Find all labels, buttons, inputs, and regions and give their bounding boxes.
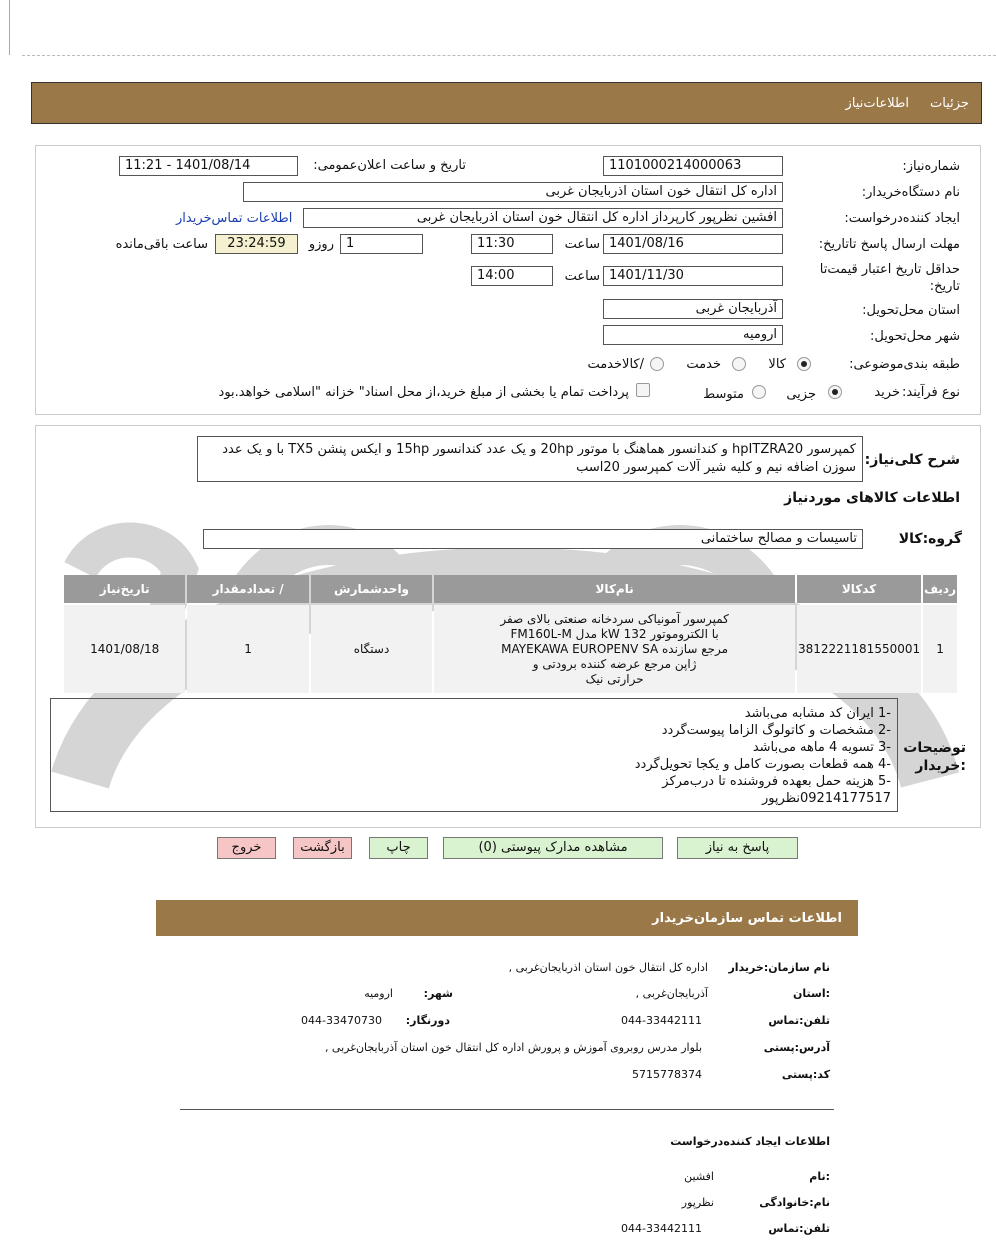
left-rule: [9, 0, 10, 55]
col-qty: / تعدادمقدار: [187, 575, 308, 603]
creator-last-name-value: نظرپور: [681, 1196, 714, 1209]
remaining-label: ساعت باقی‌مانده: [115, 237, 208, 252]
category-goods-radio[interactable]: [797, 357, 811, 371]
contact-postal-value: 5715778374: [632, 1068, 702, 1081]
contact-bar-title: اطلاعات تماس سازمان‌خریدار: [652, 911, 842, 926]
name-line: ژاپن مرجع عرضه کننده برودتی و: [532, 656, 697, 671]
group-field: تاسیسات و مصالح ساختمانی: [203, 529, 863, 549]
breadcrumb-details[interactable]: جزئیات: [930, 96, 969, 111]
page-header-bar: [31, 82, 982, 124]
contact-phone-value: 044-33442111: [621, 1014, 702, 1027]
note-line: -1 ایران کد مشابه می‌باشد: [744, 706, 891, 721]
treasury-note: پرداخت تمام یا بخشی از مبلغ خرید،از محل اسناد" خزانه "اسلامی خواهد.بود: [218, 385, 629, 400]
requester-field: افشین نظرپور کارپرداز اداره کل انتقال خون استان اذربایجان غربی: [303, 208, 783, 228]
cell-date: 1401/08/18: [64, 605, 185, 693]
contact-fax-value: 044-33470730: [301, 1014, 382, 1027]
contact-fax-label: دورنگار:: [405, 1014, 450, 1027]
name-line: با الکتروموتور 132 kW مدل FM160L-M: [510, 626, 719, 641]
contact-divider: [180, 1109, 834, 1110]
note-line: -3 تسویه 4 ماهه می‌باشد: [752, 740, 891, 755]
contact-address-value: بلوار مدرس روبروی آموزش و پرورش اداره کل انتقال خون استان آذربایجان‌غربی ,: [324, 1041, 702, 1054]
cell-unit: دستگاه: [311, 605, 432, 693]
buyer-notes-label-2: :خریدار: [915, 758, 966, 774]
process-buy-label: خرید: [874, 385, 900, 400]
breadcrumb-need-info[interactable]: اطلاعات‌نیاز: [845, 96, 909, 111]
cell-code: 3812221181550001: [797, 605, 921, 693]
buyer-org-field: اداره کل انتقال خون استان اذربایجان غربی: [243, 182, 783, 202]
attachments-button[interactable]: مشاهده مدارک پیوستی (0): [443, 837, 663, 859]
deadline-time-label: ساعت: [564, 237, 600, 252]
category-goods-service-radio[interactable]: [650, 357, 664, 371]
category-goods-service-label: /کالاخدمت: [587, 357, 644, 372]
creator-first-name-value: افشین: [684, 1170, 714, 1183]
contact-postal-label: کد‌:پستی: [781, 1068, 830, 1081]
category-goods-label: کالا: [768, 357, 786, 372]
print-button[interactable]: چاپ: [369, 837, 428, 859]
top-divider: [22, 55, 996, 56]
buyer-contact-link[interactable]: اطلاعات تماس‌خریدار: [176, 211, 293, 226]
cell-name: [434, 605, 795, 693]
category-service-label: خدمت: [686, 357, 721, 372]
process-label: نوع فرآیند:: [902, 385, 960, 400]
process-medium-label: متوسط: [703, 387, 744, 402]
contact-phone-label: تلفن‌:تماس: [768, 1014, 830, 1027]
contact-province-value: آذربایجان‌غربی ,: [635, 987, 708, 1000]
col-unit: واحدشمارش: [311, 575, 432, 603]
deadline-label: مهلت ارسال پاسخ تا‌تاریخ:: [818, 237, 960, 252]
deadline-date-field: 1401/08/16: [603, 234, 783, 254]
name-line: کمپرسور آمونیاکی سردخانه صنعتی بالای صفر: [500, 611, 729, 626]
province-label: استان محل‌تحویل:: [862, 303, 960, 318]
col-name: نام‌کالا: [434, 575, 795, 603]
validity-time-field: 14:00: [471, 266, 553, 286]
city-field: ارومیه: [603, 325, 783, 345]
col-date: تاریخ‌نیاز: [64, 575, 185, 603]
contact-address-label: آدرس‌:پستی: [763, 1041, 830, 1054]
days-label: روزو: [308, 237, 334, 252]
note-line: -5 هزینه حمل بعهده فروشنده تا درب‌مرکز: [662, 774, 891, 789]
days-field: 1: [340, 234, 423, 254]
process-partial-label: جزیی: [786, 387, 816, 402]
contact-bar: [156, 900, 858, 936]
cell-qty: 1: [187, 605, 308, 693]
process-partial-radio[interactable]: [828, 385, 842, 399]
creator-section-title: اطلاعات ایجاد کننده‌درخواست: [670, 1135, 830, 1148]
creator-first-name-label: :نام: [809, 1170, 830, 1183]
remaining-time-field: 23:24:59: [215, 234, 298, 254]
treasury-checkbox[interactable]: [636, 383, 650, 397]
reply-button[interactable]: پاسخ به نیاز: [677, 837, 798, 859]
items-table-header: [64, 575, 957, 603]
col-row: ردیف: [923, 575, 957, 603]
contact-org-value: اداره کل انتقال خون استان اذربایجان‌غربی ,: [508, 961, 708, 974]
creator-phone-value: 044-33442111: [621, 1222, 702, 1235]
category-service-radio[interactable]: [732, 357, 746, 371]
buyer-org-label: نام دستگاه‌خریدار:: [861, 185, 960, 200]
announce-label: تاریخ و ساعت اعلان‌عمومی:: [313, 158, 466, 173]
name-line: مرجع سازنده MAYEKAWA EUROPENV SA: [501, 641, 729, 656]
cell-row: 1: [923, 605, 957, 693]
buyer-notes-label-1: توضیحات: [903, 740, 966, 756]
province-field: آذربایجان غربی: [603, 299, 783, 319]
description-box: کمپرسور hpITZRA20 و کندانسور هماهنگ با موتور 20hp و یک عدد کندانسور 15hp و ایکس پنشن TX5 با و یک عدد سوزن اضافه نیم و کلیه شیر آلات کمپرسور 20اسب: [197, 436, 863, 482]
announce-field: 1401/08/14 - 11:21: [119, 156, 298, 176]
need-number-label: شماره‌نیاز:: [902, 159, 960, 174]
name-line: حرارتی نیک: [585, 671, 644, 686]
items-table: [62, 573, 959, 695]
category-label: طبقه بندی‌موضوعی:: [849, 357, 960, 372]
validity-label-2: تاریخ:: [929, 279, 960, 294]
process-medium-radio[interactable]: [752, 385, 766, 399]
back-button[interactable]: بازگشت: [293, 837, 352, 859]
note-line: 09214177517نظرپور: [761, 791, 891, 806]
note-line: -2 مشخصات و کاتولوگ الزاما پیوست‌گردد: [661, 723, 891, 738]
exit-button[interactable]: خروج: [217, 837, 276, 859]
creator-last-name-label: نام‌:خانوادگی: [759, 1196, 830, 1209]
validity-time-label: ساعت: [564, 269, 600, 284]
validity-date-field: 1401/11/30: [603, 266, 783, 286]
description-label: شرح کلی‌نیاز:: [864, 452, 960, 468]
items-section-title: اطلاعات کالاهای موردنیاز: [784, 490, 960, 506]
requester-label: ایجاد کننده‌درخواست:: [844, 211, 960, 226]
creator-phone-label: تلفن‌:تماس: [768, 1222, 830, 1235]
deadline-time-field: 11:30: [471, 234, 553, 254]
note-line: -4 همه قطعات بصورت کامل و یکجا تحویل‌گردد: [634, 757, 891, 772]
col-code: کدکالا: [797, 575, 921, 603]
contact-province-label: :استان: [793, 987, 830, 1000]
contact-city-label: شهر:: [423, 987, 453, 1000]
table-row: [64, 605, 957, 693]
contact-city-value: ارومیه: [364, 987, 393, 1000]
need-number-field: 1101000214000063: [603, 156, 783, 176]
validity-label-1: حداقل تاریخ اعتبار قیمت‌تا: [819, 262, 960, 277]
buyer-notes-box: [50, 698, 898, 812]
group-label: گروه:کالا: [898, 531, 962, 547]
city-label: شهر محل‌تحویل:: [870, 329, 960, 344]
contact-org-label: نام سازمان‌:خریدار: [728, 961, 830, 974]
